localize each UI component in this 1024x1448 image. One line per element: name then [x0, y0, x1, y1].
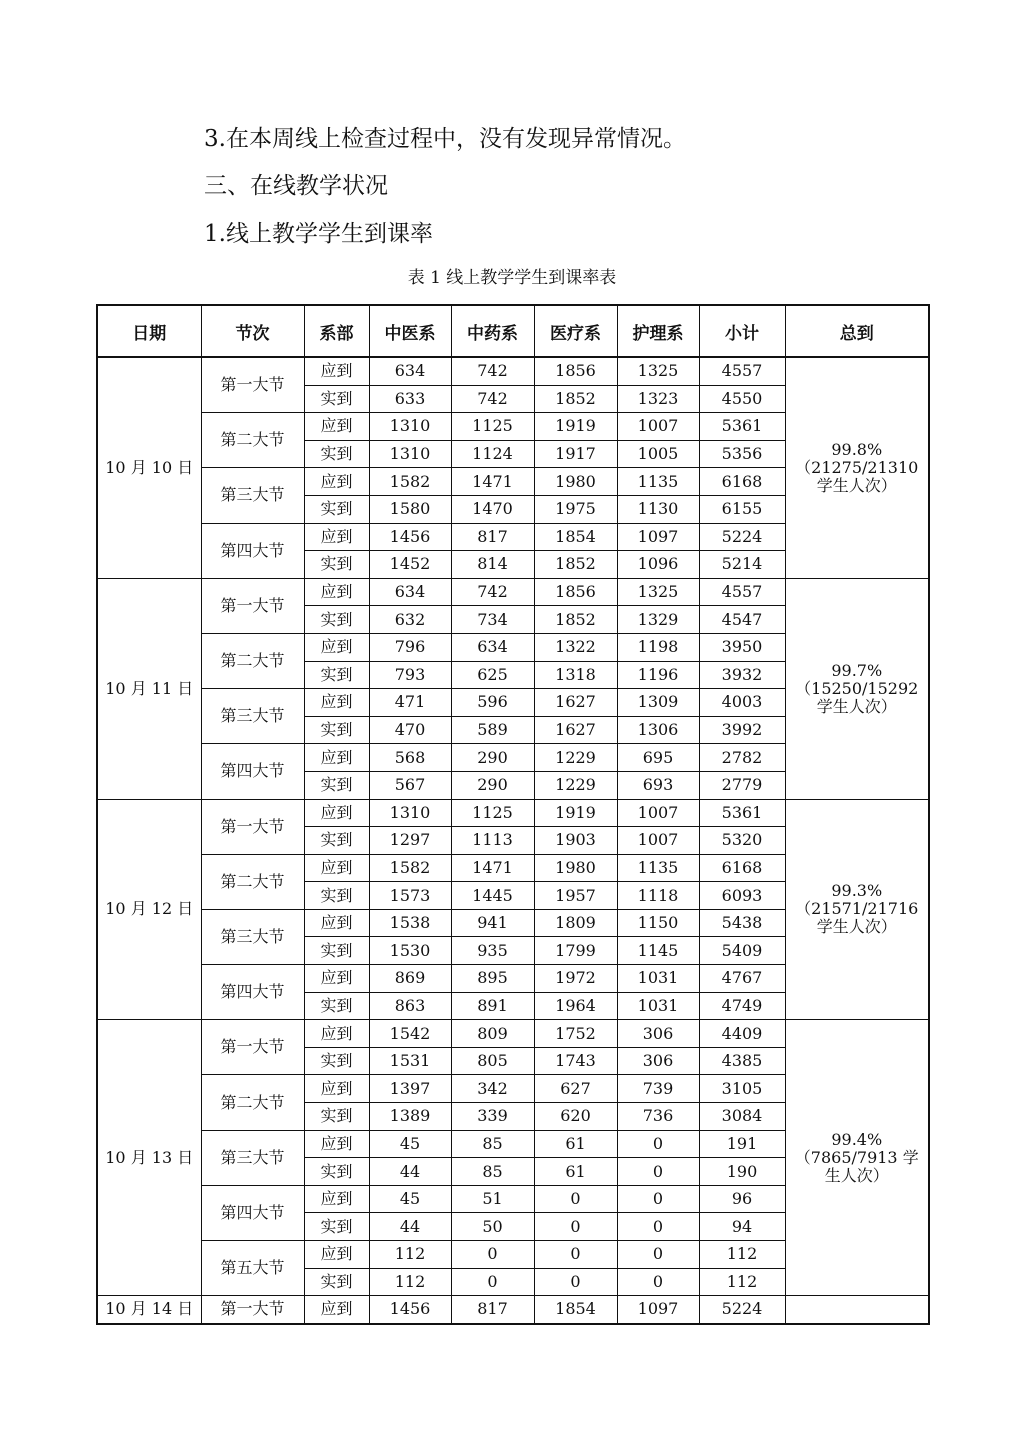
nursing-count-cell: 1145	[617, 937, 699, 965]
nursing-count-cell: 1325	[617, 357, 699, 385]
nursing-count-cell: 1150	[617, 909, 699, 937]
nursing-count-cell: 0	[617, 1130, 699, 1158]
nursing-count-cell: 1135	[617, 854, 699, 882]
subtotal-cell: 5438	[699, 909, 785, 937]
subtotal-cell: 94	[699, 1213, 785, 1241]
attendance-type-cell: 实到	[304, 882, 369, 910]
nursing-count-cell: 0	[617, 1241, 699, 1269]
medical-count-cell: 1854	[534, 523, 617, 551]
nursing-count-cell: 1329	[617, 606, 699, 634]
medical-count-cell: 1627	[534, 689, 617, 717]
nursing-count-cell: 695	[617, 744, 699, 772]
date-cell: 10 月 13 日	[97, 1020, 201, 1296]
tcm-count-cell: 1542	[369, 1020, 451, 1048]
subtotal-cell: 4557	[699, 578, 785, 606]
medical-count-cell: 1229	[534, 771, 617, 799]
subtotal-cell: 5356	[699, 440, 785, 468]
subtotal-cell: 5409	[699, 937, 785, 965]
overall-rate-line: 99.4%	[831, 1129, 883, 1149]
pharmacy-count-cell: 1471	[451, 468, 534, 496]
subtotal-cell: 3105	[699, 1075, 785, 1103]
medical-count-cell: 0	[534, 1213, 617, 1241]
subtotal-cell: 6168	[699, 854, 785, 882]
nursing-count-cell: 1096	[617, 551, 699, 579]
subtotal-cell: 4385	[699, 1047, 785, 1075]
tcm-count-cell: 112	[369, 1241, 451, 1269]
medical-count-cell: 1852	[534, 606, 617, 634]
header-period: 节次	[201, 305, 304, 357]
nursing-count-cell: 1323	[617, 385, 699, 413]
attendance-type-cell: 应到	[304, 1241, 369, 1269]
period-cell: 第四大节	[201, 523, 304, 578]
tcm-count-cell: 567	[369, 771, 451, 799]
pharmacy-count-cell: 809	[451, 1020, 534, 1048]
pharmacy-count-cell: 1125	[451, 799, 534, 827]
attendance-type-cell: 应到	[304, 578, 369, 606]
period-cell: 第二大节	[201, 854, 304, 909]
medical-count-cell: 1856	[534, 578, 617, 606]
subtotal-cell: 6155	[699, 495, 785, 523]
tcm-count-cell: 44	[369, 1158, 451, 1186]
medical-count-cell: 1964	[534, 992, 617, 1020]
subtotal-cell: 4003	[699, 689, 785, 717]
pharmacy-count-cell: 1113	[451, 827, 534, 855]
pharmacy-count-cell: 891	[451, 992, 534, 1020]
tcm-count-cell: 1580	[369, 495, 451, 523]
tcm-count-cell: 1310	[369, 440, 451, 468]
nursing-count-cell: 0	[617, 1158, 699, 1186]
tcm-count-cell: 634	[369, 357, 451, 385]
pharmacy-count-cell: 342	[451, 1075, 534, 1103]
attendance-type-cell: 应到	[304, 854, 369, 882]
header-medical-dept: 医疗系	[534, 305, 617, 357]
subtotal-cell: 112	[699, 1268, 785, 1296]
medical-count-cell: 1743	[534, 1047, 617, 1075]
attendance-type-cell: 应到	[304, 799, 369, 827]
medical-count-cell: 1322	[534, 633, 617, 661]
tcm-count-cell: 1310	[369, 799, 451, 827]
attendance-type-cell: 应到	[304, 744, 369, 772]
pharmacy-count-cell: 0	[451, 1241, 534, 1269]
subtotal-cell: 6093	[699, 882, 785, 910]
nursing-count-cell: 1031	[617, 992, 699, 1020]
header-department: 系部	[304, 305, 369, 357]
medical-count-cell: 1919	[534, 799, 617, 827]
attendance-type-cell: 实到	[304, 1268, 369, 1296]
tcm-count-cell: 1310	[369, 413, 451, 441]
medical-count-cell: 1957	[534, 882, 617, 910]
pharmacy-count-cell: 634	[451, 633, 534, 661]
period-cell: 第一大节	[201, 1020, 304, 1075]
subtotal-cell: 6168	[699, 468, 785, 496]
period-cell: 第一大节	[201, 357, 304, 413]
date-cell: 10 月 10 日	[97, 357, 201, 578]
table-row	[97, 1020, 929, 1048]
tcm-count-cell: 869	[369, 965, 451, 993]
subtotal-cell: 2782	[699, 744, 785, 772]
medical-count-cell: 1856	[534, 357, 617, 385]
attendance-type-cell: 实到	[304, 937, 369, 965]
tcm-count-cell: 1297	[369, 827, 451, 855]
subtotal-cell: 5224	[699, 1296, 785, 1324]
header-pharmacy-dept: 中药系	[451, 305, 534, 357]
header-tcm-dept: 中医系	[369, 305, 451, 357]
medical-count-cell: 1917	[534, 440, 617, 468]
table-row	[97, 799, 929, 827]
subtotal-cell: 3932	[699, 661, 785, 689]
attendance-type-cell: 应到	[304, 357, 369, 385]
attendance-type-cell: 应到	[304, 1020, 369, 1048]
table-row	[97, 1296, 929, 1324]
nursing-count-cell: 1007	[617, 799, 699, 827]
medical-count-cell: 1799	[534, 937, 617, 965]
medical-count-cell: 1972	[534, 965, 617, 993]
medical-count-cell: 620	[534, 1103, 617, 1131]
attendance-type-cell: 实到	[304, 1213, 369, 1241]
attendance-type-cell: 应到	[304, 689, 369, 717]
subtotal-cell: 112	[699, 1241, 785, 1269]
header-nursing-dept: 护理系	[617, 305, 699, 357]
nursing-count-cell: 1031	[617, 965, 699, 993]
nursing-count-cell: 0	[617, 1268, 699, 1296]
subtotal-cell: 5361	[699, 799, 785, 827]
period-cell: 第五大节	[201, 1241, 304, 1296]
pharmacy-count-cell: 734	[451, 606, 534, 634]
overall-rate-line: （21275/21310	[795, 457, 919, 477]
overall-rate-line: （21571/21716	[795, 899, 919, 919]
subtotal-cell: 191	[699, 1130, 785, 1158]
pharmacy-count-cell: 51	[451, 1185, 534, 1213]
tcm-count-cell: 568	[369, 744, 451, 772]
table-header-row	[97, 305, 929, 357]
medical-count-cell: 1318	[534, 661, 617, 689]
overall-rate-line: 99.8%	[831, 439, 883, 459]
tcm-count-cell: 112	[369, 1268, 451, 1296]
table-row	[97, 357, 929, 385]
nursing-count-cell: 1130	[617, 495, 699, 523]
pharmacy-count-cell: 339	[451, 1103, 534, 1131]
pharmacy-count-cell: 742	[451, 385, 534, 413]
tcm-count-cell: 44	[369, 1213, 451, 1241]
nursing-count-cell: 306	[617, 1020, 699, 1048]
section-heading-online-teaching: 三、在线教学状况	[204, 173, 388, 199]
pharmacy-count-cell: 1124	[451, 440, 534, 468]
pharmacy-count-cell: 805	[451, 1047, 534, 1075]
tcm-count-cell: 793	[369, 661, 451, 689]
nursing-count-cell: 1007	[617, 413, 699, 441]
date-cell: 10 月 14 日	[97, 1296, 201, 1324]
attendance-type-cell: 实到	[304, 495, 369, 523]
tcm-count-cell: 471	[369, 689, 451, 717]
medical-count-cell: 1975	[534, 495, 617, 523]
period-cell: 第四大节	[201, 744, 304, 799]
attendance-table	[96, 304, 930, 1325]
tcm-count-cell: 1530	[369, 937, 451, 965]
overall-rate-line: 99.7%	[831, 660, 883, 680]
subtotal-cell: 3992	[699, 716, 785, 744]
tcm-count-cell: 1456	[369, 1296, 451, 1324]
subtotal-cell: 3950	[699, 633, 785, 661]
table-row	[97, 578, 929, 606]
attendance-type-cell: 实到	[304, 992, 369, 1020]
medical-count-cell: 1854	[534, 1296, 617, 1324]
period-cell: 第二大节	[201, 413, 304, 468]
tcm-count-cell: 1456	[369, 523, 451, 551]
attendance-type-cell: 应到	[304, 468, 369, 496]
subtotal-cell: 4547	[699, 606, 785, 634]
tcm-count-cell: 470	[369, 716, 451, 744]
attendance-type-cell: 应到	[304, 1296, 369, 1324]
attendance-type-cell: 实到	[304, 1103, 369, 1131]
attendance-type-cell: 实到	[304, 1158, 369, 1186]
nursing-count-cell: 1097	[617, 523, 699, 551]
subtotal-cell: 5214	[699, 551, 785, 579]
pharmacy-count-cell: 290	[451, 771, 534, 799]
nursing-count-cell: 1007	[617, 827, 699, 855]
pharmacy-count-cell: 85	[451, 1158, 534, 1186]
overall-rate-cell	[785, 357, 929, 578]
nursing-count-cell: 1306	[617, 716, 699, 744]
date-cell: 10 月 11 日	[97, 578, 201, 799]
medical-count-cell: 1903	[534, 827, 617, 855]
pharmacy-count-cell: 817	[451, 1296, 534, 1324]
medical-count-cell: 1852	[534, 551, 617, 579]
table-caption: 表 1 线上教学学生到课率表	[407, 268, 617, 288]
tcm-count-cell: 632	[369, 606, 451, 634]
medical-count-cell: 1229	[534, 744, 617, 772]
attendance-type-cell: 实到	[304, 440, 369, 468]
medical-count-cell: 1980	[534, 854, 617, 882]
medical-count-cell: 1752	[534, 1020, 617, 1048]
attendance-type-cell: 实到	[304, 1047, 369, 1075]
subtotal-cell: 2779	[699, 771, 785, 799]
period-cell: 第三大节	[201, 468, 304, 523]
nursing-count-cell: 1135	[617, 468, 699, 496]
pharmacy-count-cell: 941	[451, 909, 534, 937]
overall-rate-line: 学生人次）	[816, 696, 897, 716]
medical-count-cell: 1919	[534, 413, 617, 441]
attendance-type-cell: 应到	[304, 413, 369, 441]
subtotal-cell: 4749	[699, 992, 785, 1020]
nursing-count-cell: 736	[617, 1103, 699, 1131]
pharmacy-count-cell: 1445	[451, 882, 534, 910]
overall-rate-line: （7865/7913 学	[794, 1147, 919, 1167]
header-overall-rate: 总到	[785, 305, 929, 357]
overall-rate-cell	[785, 799, 929, 1020]
attendance-type-cell: 实到	[304, 606, 369, 634]
nursing-count-cell: 306	[617, 1047, 699, 1075]
period-cell: 第三大节	[201, 909, 304, 964]
medical-count-cell: 0	[534, 1185, 617, 1213]
attendance-type-cell: 实到	[304, 551, 369, 579]
nursing-count-cell: 693	[617, 771, 699, 799]
nursing-count-cell: 1325	[617, 578, 699, 606]
pharmacy-count-cell: 85	[451, 1130, 534, 1158]
tcm-count-cell: 1538	[369, 909, 451, 937]
pharmacy-count-cell: 742	[451, 357, 534, 385]
attendance-type-cell: 实到	[304, 385, 369, 413]
overall-rate-line: 学生人次）	[816, 475, 897, 495]
period-cell: 第一大节	[201, 578, 304, 633]
overall-rate-cell	[785, 1296, 929, 1324]
period-cell: 第四大节	[201, 965, 304, 1020]
date-cell: 10 月 12 日	[97, 799, 201, 1020]
pharmacy-count-cell: 817	[451, 523, 534, 551]
tcm-count-cell: 1582	[369, 854, 451, 882]
header-subtotal: 小计	[699, 305, 785, 357]
pharmacy-count-cell: 935	[451, 937, 534, 965]
tcm-count-cell: 1452	[369, 551, 451, 579]
tcm-count-cell: 45	[369, 1130, 451, 1158]
tcm-count-cell: 1531	[369, 1047, 451, 1075]
subtotal-cell: 5320	[699, 827, 785, 855]
attendance-type-cell: 实到	[304, 827, 369, 855]
period-cell: 第四大节	[201, 1185, 304, 1240]
pharmacy-count-cell: 596	[451, 689, 534, 717]
overall-rate-cell	[785, 1020, 929, 1296]
overall-rate-line: 学生人次）	[816, 917, 897, 937]
tcm-count-cell: 633	[369, 385, 451, 413]
medical-count-cell: 61	[534, 1158, 617, 1186]
medical-count-cell: 61	[534, 1130, 617, 1158]
medical-count-cell: 1852	[534, 385, 617, 413]
subtotal-cell: 190	[699, 1158, 785, 1186]
attendance-type-cell: 应到	[304, 633, 369, 661]
tcm-count-cell: 1389	[369, 1103, 451, 1131]
attendance-type-cell: 应到	[304, 909, 369, 937]
nursing-count-cell: 1005	[617, 440, 699, 468]
subtotal-cell: 3084	[699, 1103, 785, 1131]
header-date: 日期	[97, 305, 201, 357]
medical-count-cell: 0	[534, 1241, 617, 1269]
period-cell: 第二大节	[201, 1075, 304, 1130]
medical-count-cell: 1809	[534, 909, 617, 937]
nursing-count-cell: 1198	[617, 633, 699, 661]
pharmacy-count-cell: 589	[451, 716, 534, 744]
pharmacy-count-cell: 50	[451, 1213, 534, 1241]
nursing-count-cell: 1118	[617, 882, 699, 910]
pharmacy-count-cell: 1125	[451, 413, 534, 441]
pharmacy-count-cell: 742	[451, 578, 534, 606]
subtotal-cell: 4557	[699, 357, 785, 385]
paragraph-inspection-result: 3.在本周线上检查过程中，没有发现异常情况。	[204, 126, 686, 152]
attendance-type-cell: 应到	[304, 1130, 369, 1158]
subtotal-cell: 4409	[699, 1020, 785, 1048]
pharmacy-count-cell: 290	[451, 744, 534, 772]
pharmacy-count-cell: 0	[451, 1268, 534, 1296]
subsection-heading-attendance: 1.线上教学学生到课率	[204, 221, 433, 247]
attendance-type-cell: 应到	[304, 523, 369, 551]
nursing-count-cell: 0	[617, 1185, 699, 1213]
pharmacy-count-cell: 1470	[451, 495, 534, 523]
attendance-type-cell: 实到	[304, 771, 369, 799]
medical-count-cell: 627	[534, 1075, 617, 1103]
tcm-count-cell: 1573	[369, 882, 451, 910]
attendance-type-cell: 应到	[304, 1185, 369, 1213]
period-cell: 第二大节	[201, 633, 304, 688]
nursing-count-cell: 0	[617, 1213, 699, 1241]
overall-rate-line: 生人次）	[824, 1165, 889, 1185]
table-body	[97, 357, 929, 1324]
period-cell: 第三大节	[201, 1130, 304, 1185]
pharmacy-count-cell: 895	[451, 965, 534, 993]
period-cell: 第一大节	[201, 1296, 304, 1324]
tcm-count-cell: 863	[369, 992, 451, 1020]
subtotal-cell: 5224	[699, 523, 785, 551]
pharmacy-count-cell: 814	[451, 551, 534, 579]
pharmacy-count-cell: 1471	[451, 854, 534, 882]
medical-count-cell: 1980	[534, 468, 617, 496]
nursing-count-cell: 1097	[617, 1296, 699, 1324]
overall-rate-line: 99.3%	[831, 881, 883, 901]
pharmacy-count-cell: 625	[451, 661, 534, 689]
subtotal-cell: 96	[699, 1185, 785, 1213]
attendance-type-cell: 应到	[304, 1075, 369, 1103]
nursing-count-cell: 1309	[617, 689, 699, 717]
attendance-type-cell: 应到	[304, 965, 369, 993]
subtotal-cell: 4550	[699, 385, 785, 413]
period-cell: 第三大节	[201, 689, 304, 744]
tcm-count-cell: 796	[369, 633, 451, 661]
nursing-count-cell: 1196	[617, 661, 699, 689]
tcm-count-cell: 634	[369, 578, 451, 606]
subtotal-cell: 4767	[699, 965, 785, 993]
medical-count-cell: 0	[534, 1268, 617, 1296]
attendance-type-cell: 实到	[304, 716, 369, 744]
overall-rate-cell	[785, 578, 929, 799]
period-cell: 第一大节	[201, 799, 304, 854]
subtotal-cell: 5361	[699, 413, 785, 441]
tcm-count-cell: 45	[369, 1185, 451, 1213]
tcm-count-cell: 1397	[369, 1075, 451, 1103]
tcm-count-cell: 1582	[369, 468, 451, 496]
overall-rate-line: （15250/15292	[795, 678, 919, 698]
medical-count-cell: 1627	[534, 716, 617, 744]
nursing-count-cell: 739	[617, 1075, 699, 1103]
attendance-type-cell: 实到	[304, 661, 369, 689]
